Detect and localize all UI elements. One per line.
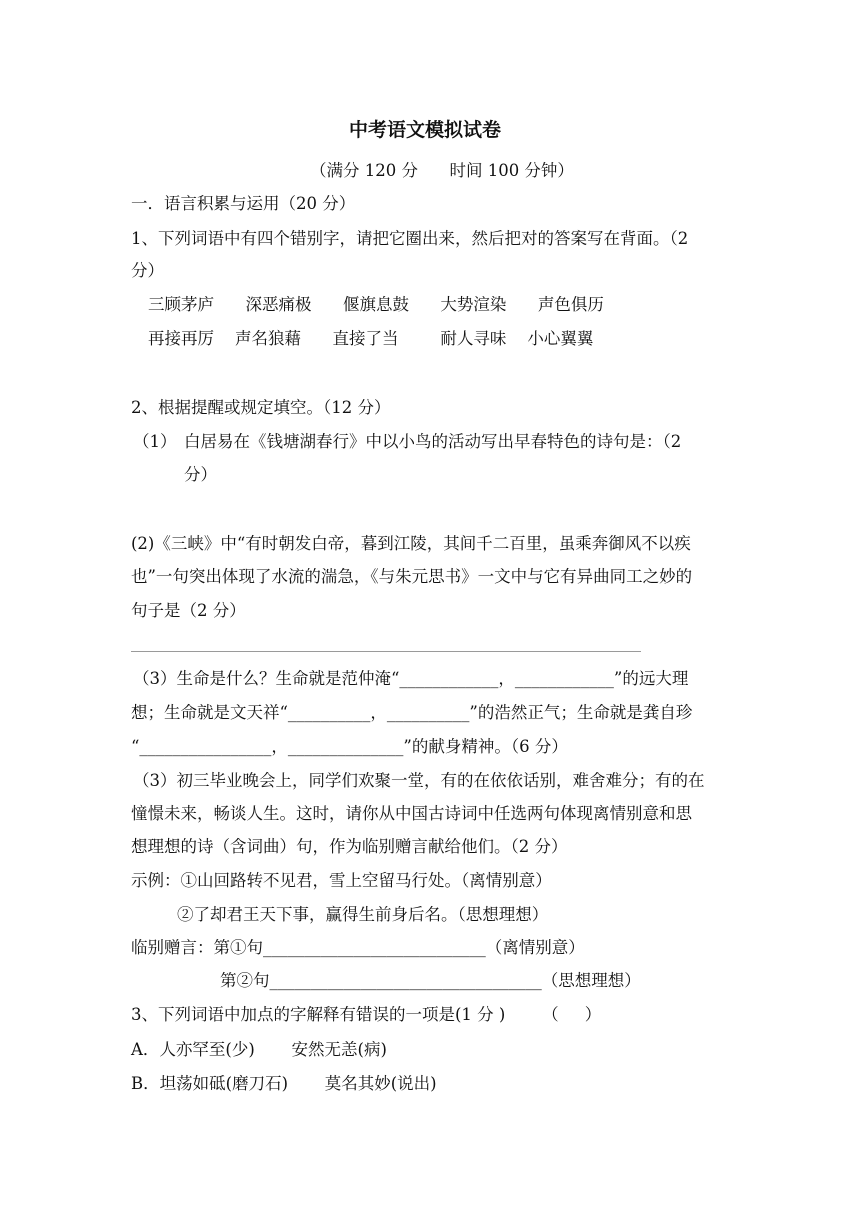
q1-prompt-cont: 分） xyxy=(131,261,164,280)
answer-line xyxy=(131,651,641,652)
q2-part2-text: (2)《三峡》中“有时朝发白帝，暮到江陵，其间千二百里，虽乘奔御风不以疾 xyxy=(131,534,691,553)
q3-option-a: A．人亦罕至(少) 安然无恙(病) xyxy=(131,1040,387,1059)
q2-part3-text-end: “________________，______________”的献身精神。（6 分） xyxy=(131,737,568,756)
q2-part2-text-cont: 也”一句突出体现了水流的湍急，《与朱元思书》一文中与它有异曲同工之妙的 xyxy=(131,567,693,586)
exam-subtitle: （满分 120 分 时间 100 分钟） xyxy=(310,161,574,180)
gift-line-2: 第②句_________________________________（思想理想） xyxy=(220,971,641,990)
q2-part4-text: （3）初三毕业晚会上，同学们欢聚一堂，有的在依依话别，难舍难分；有的在 xyxy=(133,771,705,790)
q2-part4-text-end: 想理想的诗（含词曲）句，作为临别赠言献给他们。（2 分） xyxy=(131,837,568,856)
q2-part2-text-end: 句子是（2 分） xyxy=(131,601,246,620)
q1-words-row1: 三顾茅庐 深恶痛极 偃旗息鼓 大势渲染 声色俱历 xyxy=(148,295,604,314)
page-title: 中考语文模拟试卷 xyxy=(349,119,502,141)
example-line-2: ②了却君王天下事，赢得生前身后名。（思想理想） xyxy=(177,905,549,924)
q1-words-row2: 再接再厉 声名狼藉 直接了当 耐人寻味 小心翼翼 xyxy=(148,329,594,348)
section-heading: 一．语言积累与运用（20 分） xyxy=(131,194,356,213)
q2-part3-text: （3）生命是什么？生命就是范仲淹“____________，____________”的远大理 xyxy=(133,669,689,688)
gift-line-1: 临别赠言：第①句___________________________（离情别意） xyxy=(131,938,585,957)
q2-part4-text-cont: 憧憬未来，畅谈人生。这时，请你从中国古诗词中任选两句体现离情别意和思 xyxy=(131,804,692,823)
q2-prompt: 2、根据提醒或规定填空。（12 分） xyxy=(131,398,391,417)
q2-part1-text: 白居易在《钱塘湖春行》中以小鸟的活动写出早春特色的诗句是：（2 xyxy=(184,432,682,451)
q2-part1-label: （1） xyxy=(133,432,177,451)
example-line-1: 示例：①山回路转不见君，雪上空留马行处。（离情别意） xyxy=(131,871,552,890)
q2-part3-text-cont: 想；生命就是文天祥“__________，__________”的浩然正气；生命就是龚自珍 xyxy=(131,703,693,722)
q2-part1-text-cont: 分） xyxy=(184,465,217,484)
q3-option-b: B．坦荡如砥(磨刀石) 莫名其妙(说出) xyxy=(131,1074,437,1093)
q1-prompt: 1、下列词语中有四个错别字，请把它圈出来，然后把对的答案写在背面。（2 xyxy=(131,229,689,248)
q3-prompt: 3、下列词语中加点的字解释有错误的一项是(1 分 ) （ ） xyxy=(131,1005,602,1024)
